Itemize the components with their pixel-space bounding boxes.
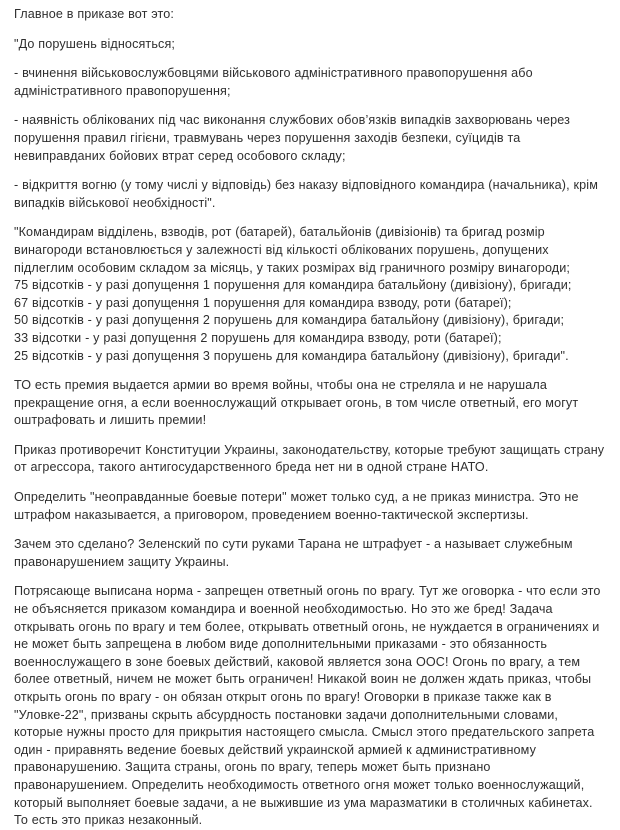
paragraph-percent-67: 67 відсотків - у разі допущення 1 порушення для командира взводу, роти (батареї); <box>14 295 512 310</box>
paragraph-commentary-4: Зачем это сделано? Зеленский по сути руками Тарана не штрафует - а называет служебным правонарушением защиту Украины. <box>14 537 573 569</box>
paragraph-commanders-rule: "Командирам відділень, взводів, рот (батарей), батальйонів (дивізіонів) та бригад розмір винагороди встановлюється у залежності від кількості облікованих порушень, допущених підлеглим особовим складом за місяць, у таких розмірах від граничного розміру винагороди; <box>14 225 571 275</box>
paragraph-commentary-3: Определить "неоправданные боевые потери" может только суд, а не приказ министра. Это не штрафом наказывается, а приговором, проведением военно-тактической экспертизы. <box>14 490 579 522</box>
paragraph-commentary-1: ТО есть премия выдается армии во время войны, чтобы она не стреляла и не нарушала прекращение огня, а если военнослужащий открывает огонь, в том числе ответный, его могут оштрафовать и лишить премии! <box>14 378 579 428</box>
paragraph-commentary-2: Приказ противоречит Конституции Украины, законодательству, которые требуют защищать страну от агрессора, такого антигосударственного бреда нет ни в одной стране НАТО. <box>14 442 605 475</box>
paragraph-percent-50: 50 відсотків - у разі допущення 2 порушень для командира батальйону (дивізіону), бригади; <box>14 313 565 328</box>
paragraph-violation-2: - наявність облікованих під час виконання службових обов’язків випадків захворювань через порушення правил гігієни, травмувань через порушення заходів безпеки, суїцидів та невиправданих бойових втрат серед особового складу; <box>14 113 570 163</box>
paragraph-violation-3: - відкриття вогню (у тому числі у відповідь) без наказу відповідного командира (начальника), крім випадків військової необхідності". <box>14 178 598 210</box>
paragraph-quote-open: "До порушень відносяться; <box>14 36 176 51</box>
paragraph-percent-25: 25 відсотків - у разі допущення 3 порушень для командира батальйону (дивізіону), бригади". <box>14 348 569 363</box>
paragraph-percent-75: 75 відсотків - у разі допущення 1 порушення для командира батальйону (дивізіону), бригади; <box>14 278 572 293</box>
paragraph-commentary-5: Потрясающе выписана норма - запрещен ответный огонь по врагу. Тут же оговорка - что если это не объясняется приказом командира и военной необходимостью. Но это же бред! Задача открывать огонь по врагу и тем более, открывать ответный огонь, не нуждается в ограничениях и не может быть запрещена в любом виде дополнительными приказами - это обязанность военнослужащего в зоне боевых действий, каковой является зона ООС! Огонь по врагу, а тем более ответный, ничем не может быть ограничен! Никакой воин не должен ждать приказ, чтобы открыть огонь по врагу - он обязан открыт огонь по врагу! Оговорки в приказе также как в "Уловке-22", призваны скрыть абсурдность постановки задачи дополнительными словами, которые нужны просто для прикрытия настоящего смысла. Смысл этого предательского запрета один - приравнять ведение боевых действий украинской армией к административному правонарушению. Защита страны, огонь по врагу, теперь может быть признано правонарушением. Определить необходимость ответного огня может только военнослужащий, который выполняет боевые задачи, а не выжившие из ума маразматики в столичных кабинетах. То есть это приказ незаконный. <box>14 584 601 828</box>
paragraph-intro: Главное в приказе вот это: <box>14 7 175 21</box>
paragraph-percent-33: 33 відсотки - у разі допущення 2 порушень для командира взводу, роти (батареї); <box>14 330 502 345</box>
paragraph-violation-1: - вчинення військовослужбовцями військового адміністративного правопорушення або адміністративного правопорушення; <box>14 66 533 98</box>
